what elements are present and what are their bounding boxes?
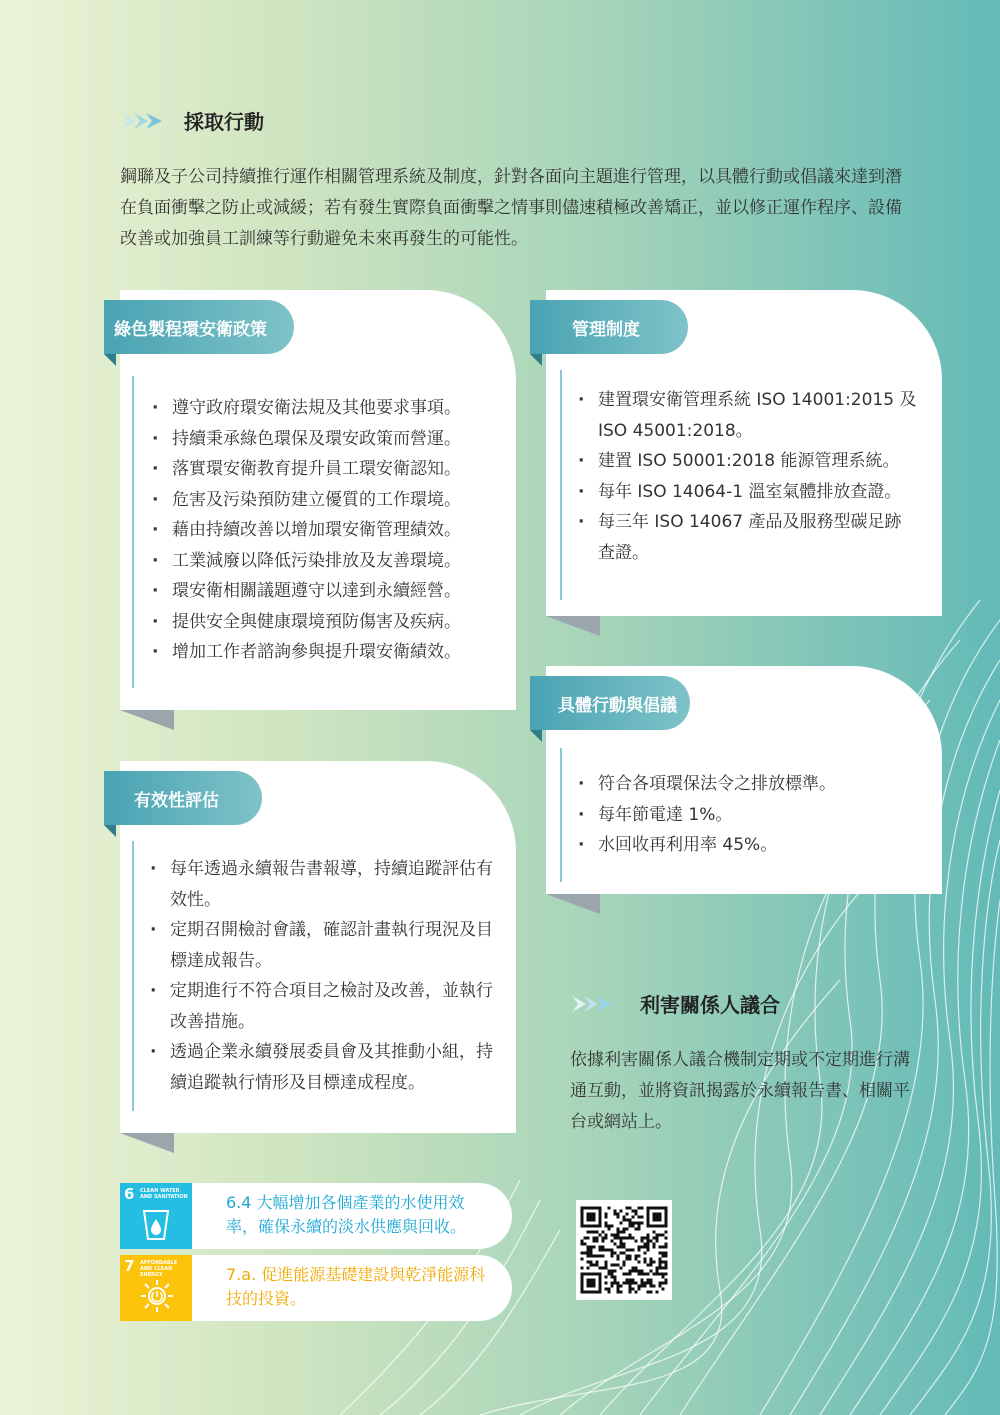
list-item: · 增加工作者諮詢參與提升環安衛績效。 bbox=[152, 637, 502, 668]
card-fold-bottom bbox=[546, 894, 600, 914]
list-item: · 危害及污染預防建立優質的工作環境。 bbox=[152, 485, 502, 516]
list-item: · 持續秉承綠色環保及環安政策而營運。 bbox=[152, 424, 502, 455]
sdg-6-row bbox=[120, 1183, 512, 1249]
list-green-policy bbox=[152, 393, 502, 668]
card-divider-line bbox=[132, 376, 134, 688]
sdg-6-number: 6 bbox=[124, 1185, 135, 1203]
tab-fold-shadow bbox=[104, 354, 116, 366]
card-fold-bottom bbox=[120, 1133, 174, 1153]
tab-effectiveness: 有效性評估 bbox=[104, 771, 262, 825]
list-item: · 工業減廢以降低污染排放及友善環境。 bbox=[152, 546, 502, 577]
section-heading-action bbox=[122, 106, 264, 135]
tab-fold-shadow bbox=[530, 354, 542, 366]
list-management bbox=[578, 385, 918, 568]
list-item: · 水回收再利用率 45%。 bbox=[578, 830, 918, 861]
tab-green-policy: 綠色製程環安衛政策 bbox=[104, 300, 294, 354]
stakeholder-paragraph: 依據利害關係人議合機制定期或不定期進行溝通互動，並將資訊揭露於永續報告書、相關平台或網站上。 bbox=[570, 1050, 910, 1132]
list-actions bbox=[578, 769, 918, 861]
list-item: · 每年透過永續報告書報導，持續追蹤評估有效性。 bbox=[150, 854, 502, 915]
sdg-7-caption: AFFORDABLE AND CLEAN ENERGY bbox=[140, 1260, 178, 1278]
list-item: · 定期進行不符合項目之檢討及改善，並執行改善措施。 bbox=[150, 976, 502, 1037]
tab-fold-shadow bbox=[104, 825, 116, 837]
double-chevron-icon bbox=[572, 994, 622, 1014]
section-title-stakeholder: 利害關係人議合 bbox=[640, 993, 780, 1017]
list-item: · 每年節電達 1%。 bbox=[578, 800, 918, 831]
list-item: · 透過企業永續發展委員會及其推動小組，持續追蹤執行情形及目標達成程度。 bbox=[150, 1037, 502, 1098]
list-item: · 藉由持續改善以增加環安衛管理績效。 bbox=[152, 515, 502, 546]
list-item: · 提供安全與健康環境預防傷害及疾病。 bbox=[152, 607, 502, 638]
card-fold-bottom bbox=[546, 616, 600, 636]
sdg-7-number: 7 bbox=[124, 1257, 135, 1275]
sdg-7-row bbox=[120, 1255, 512, 1321]
list-item: · 遵守政府環安衛法規及其他要求事項。 bbox=[152, 393, 502, 424]
list-item: · 每三年 ISO 14067 產品及服務型碳足跡查證。 bbox=[578, 507, 918, 568]
sdg-7-text: 7.a. 促進能源基礎建設與乾淨能源科技的投資。 bbox=[226, 1265, 486, 1308]
list-item: · 定期召開檢討會議，確認計畫執行現況及目標達成報告。 bbox=[150, 915, 502, 976]
tab-fold-shadow bbox=[530, 730, 542, 742]
card-divider-line bbox=[560, 748, 562, 882]
sdg-6-caption: CLEAN WATER AND SANITATION bbox=[140, 1188, 188, 1200]
sdg-7-badge bbox=[120, 1255, 192, 1321]
list-effectiveness bbox=[150, 854, 502, 1098]
tab-management: 管理制度 bbox=[530, 300, 688, 354]
qr-code-icon bbox=[576, 1200, 672, 1300]
list-item: · 符合各項環保法令之排放標準。 bbox=[578, 769, 918, 800]
intro-paragraph: 鋼聯及子公司持續推行運作相關管理系統及制度，針對各面向主題進行管理，以具體行動或倡議來達到潛在負面衝擊之防止或減緩；若有發生實際負面衝擊之情事則儘速積極改善矯正，並以修正運作程序、設備改善或加強員工訓練等行動避免未來再發生的可能性。 bbox=[120, 167, 902, 249]
sun-power-icon bbox=[140, 1279, 174, 1313]
list-item: · 環安衛相關議題遵守以達到永續經營。 bbox=[152, 576, 502, 607]
list-item: · 落實環安衛教育提升員工環安衛認知。 bbox=[152, 454, 502, 485]
sdg-6-badge bbox=[120, 1183, 192, 1249]
sdg-6-text: 6.4 大幅增加各個產業的水使用效率，確保永續的淡水供應與回收。 bbox=[226, 1193, 467, 1236]
list-item: · 建置 ISO 50001:2018 能源管理系統。 bbox=[578, 446, 918, 477]
section-title-action: 採取行動 bbox=[184, 110, 264, 134]
water-drop-icon bbox=[140, 1207, 172, 1243]
qr-code[interactable] bbox=[576, 1200, 672, 1300]
list-item: · 建置環安衛管理系統 ISO 14001:2015 及 ISO 45001:2018。 bbox=[578, 385, 918, 446]
card-divider-line bbox=[560, 370, 562, 600]
card-fold-bottom bbox=[120, 710, 174, 730]
tab-actions: 具體行動與倡議 bbox=[530, 676, 690, 730]
list-item: · 每年 ISO 14064-1 溫室氣體排放查證。 bbox=[578, 477, 918, 508]
card-divider-line bbox=[132, 841, 134, 1111]
double-chevron-icon bbox=[122, 111, 172, 131]
section-heading-stakeholder bbox=[572, 989, 780, 1018]
